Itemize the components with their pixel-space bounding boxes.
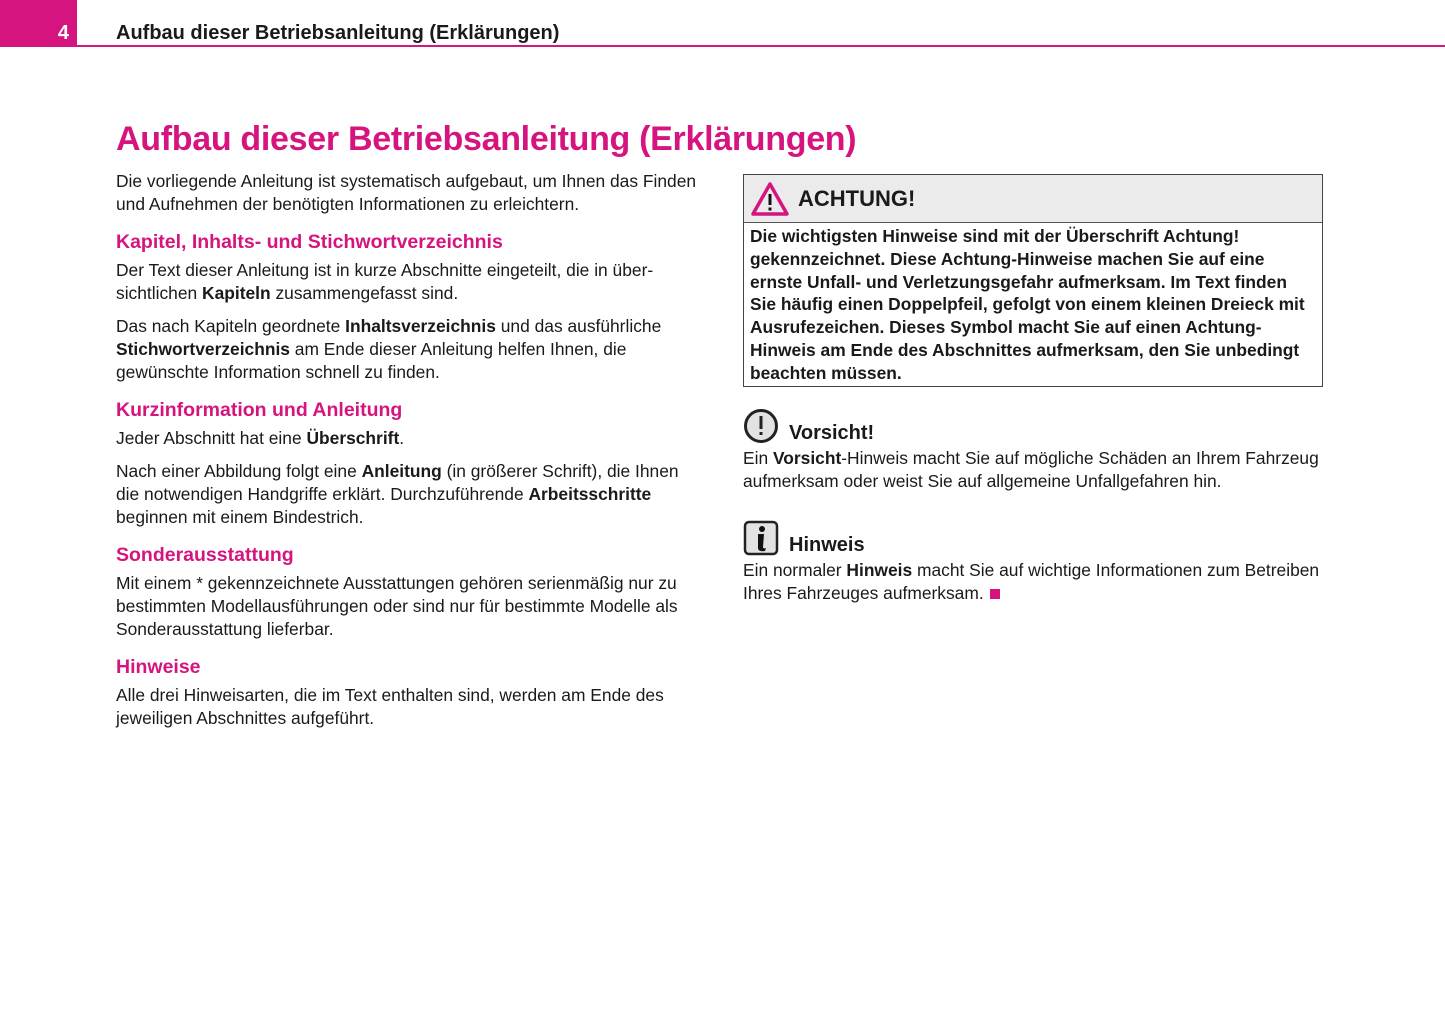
paragraph <box>116 572 701 641</box>
text-segment: Ein normaler <box>743 560 847 580</box>
info-icon <box>743 520 779 556</box>
section-heading: Sonderausstattung <box>116 544 294 566</box>
text-segment: Die vorliegende Anleitung ist systematisch aufgebaut, um Ihnen das Finden und Aufnehmen der benötigten Informationen zu erleichtern. <box>116 171 697 214</box>
note-title: Hinweis <box>789 534 865 556</box>
caution-title: Vorsicht! <box>789 422 875 444</box>
left-column <box>116 170 701 740</box>
paragraph <box>116 460 701 529</box>
header-rule <box>77 45 1445 47</box>
text-segment: am Ende dieser Anleitung helfen Ihnen, die gewünschte Information schnell zu finden. <box>116 339 627 382</box>
caution-text <box>743 447 1333 493</box>
bold-term: Inhaltsverzeichnis <box>345 316 496 336</box>
text-segment: Jeder Abschnitt hat eine <box>116 428 307 448</box>
paragraph <box>116 259 701 305</box>
text-segment: zusammengefasst sind. <box>270 283 459 303</box>
text-segment: Nach einer Abbildung folgt eine <box>116 461 362 481</box>
paragraph <box>116 427 701 450</box>
text-segment: Mit einem * gekennzeichnete Ausstattungen gehören serienmäßig nur zu bestimmten Modellausführungen oder sind nur für bestimmte Modelle als Sonderausstattung lieferbar. <box>116 573 678 639</box>
section-heading: Kapitel, Inhalts- und Stichwortverzeichnis <box>116 231 503 253</box>
paragraph <box>116 315 701 384</box>
warning-triangle-icon <box>750 181 790 217</box>
warning-text: Die wichtigsten Hinweise sind mit der Überschrift Achtung! gekennzeichnet. Diese Achtung-Hinweise machen Sie auf eine ernste Unfall- und Verletzungsgefahr aufmerksam. Im Text finden Sie häufig einen Doppelpfeil, gefolgt von einem kleinen Dreieck mit Ausrufezeichen. Dieses Symbol macht Sie auf einen Achtung-Hinweis am Ende des Abschnittes aufmerksam, den Sie unbedingt beachten müssen. <box>750 226 1305 383</box>
warning-header <box>744 175 1322 223</box>
text-segment: Ein <box>743 448 773 468</box>
text-segment: (in größerer Schrift), die Ihnen die notwendigen Handgriffe erklärt. Durchzuführende <box>116 461 679 504</box>
caution-section <box>743 408 1333 493</box>
bold-term: Hinweis <box>846 560 913 580</box>
text-segment: und das ausführliche <box>495 316 662 336</box>
text-segment: beginnen mit einem Bindestrich. <box>116 507 364 527</box>
bold-term: Kapiteln <box>202 283 271 303</box>
text-segment: . <box>399 428 405 448</box>
page-number: 4 <box>0 0 77 47</box>
note-text <box>743 560 1319 603</box>
warning-box <box>743 174 1323 387</box>
paragraph <box>116 684 701 730</box>
section-heading: Kurzinformation und Anleitung <box>116 399 403 421</box>
text-segment: Das nach Kapiteln geordnete <box>116 316 346 336</box>
text-segment: -Hinweis macht Sie auf mögliche Schäden an Ihrem Fahrzeug aufmerksam oder weist Sie auf allgemeine Unfallgefahren hin. <box>743 448 1319 491</box>
exclamation-circle-icon <box>743 408 779 444</box>
bold-term: Anleitung <box>361 461 442 481</box>
running-title: Aufbau dieser Betriebsanleitung (Erklärungen) <box>116 22 560 44</box>
section-heading: Hinweise <box>116 656 201 678</box>
text-segment: macht Sie auf wichtige Informationen zum Betreiben Ihres Fahrzeuges aufmerksam. <box>743 560 1320 603</box>
intro-paragraph <box>116 170 701 216</box>
text-segment: Der Text dieser Anleitung ist in kurze Abschnitte eingeteilt, die in übersichtlichen <box>116 260 654 303</box>
bold-term: Vorsicht <box>772 448 842 468</box>
end-of-section-marker <box>990 589 1000 599</box>
text-segment: Alle drei Hinweisarten, die im Text enthalten sind, werden am Ende des jeweiligen Abschnittes aufgeführt. <box>116 685 664 728</box>
note-section <box>743 520 1333 605</box>
page-title: Aufbau dieser Betriebsanleitung (Erklärungen) <box>116 120 857 158</box>
bold-term: Überschrift <box>306 428 400 448</box>
warning-title: ACHTUNG! <box>798 185 916 211</box>
bold-term: Stichwortverzeichnis <box>116 339 290 359</box>
bold-term: Arbeitsschritte <box>528 484 652 504</box>
